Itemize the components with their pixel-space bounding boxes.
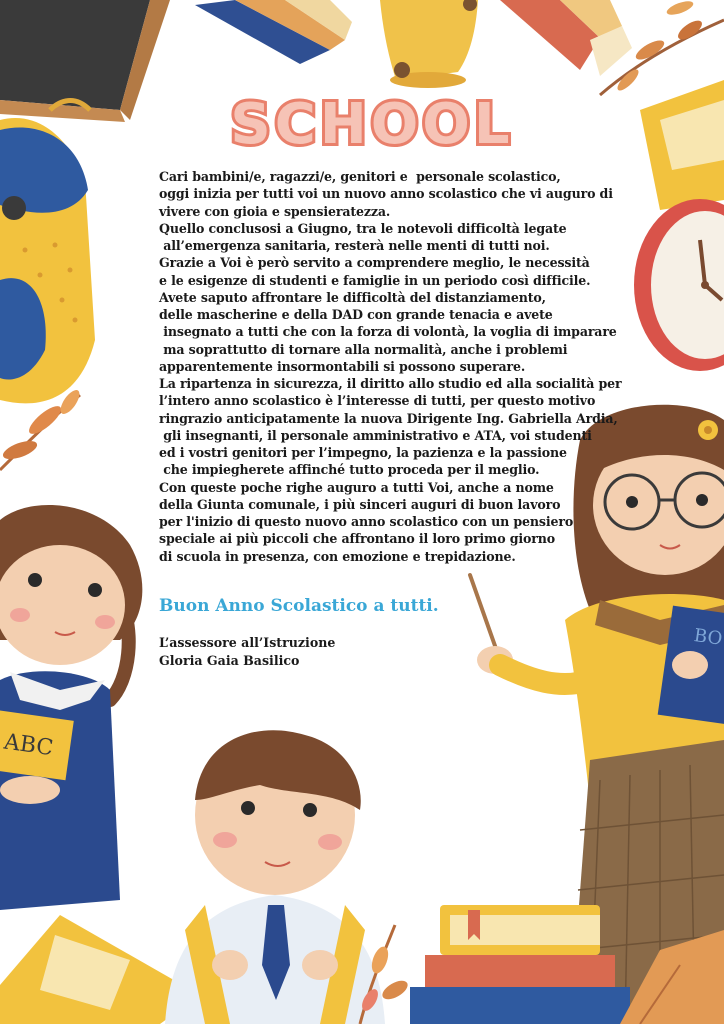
letter-line: Con queste poche righe auguro a tutti Voi, anche a nome [159, 479, 554, 495]
letter-line: della Giunta comunale, i più sinceri auguri di buon lavoro [159, 496, 561, 512]
letter-line: per l'inizio di questo nuovo anno scolastico con un pensiero [159, 514, 574, 529]
page-title [222, 86, 522, 156]
red-book-illustration [500, 0, 632, 76]
boy-student-illustration [165, 730, 385, 1024]
girl-student-illustration [0, 505, 142, 910]
letter-line: insegnato a tutti che con la forza di volontà, la voglia di imparare [159, 324, 617, 340]
abc-book-label: ABC [2, 729, 55, 762]
letter-line: l’intero anno scolastico è l’interesse di tutti, per questo motivo [159, 393, 596, 409]
bell-icon [380, 0, 478, 88]
letter-line: e le esigenze di studenti e famiglie in un periodo così difficile. [159, 272, 591, 288]
book-stack-illustration [410, 905, 630, 1024]
letter-line: oggi inizia per tutti voi un nuovo anno scolastico che vi auguro di [159, 186, 613, 202]
letter-line: Grazie a Voi è però servito a comprendere meglio, le necessità [159, 255, 590, 271]
letter-line: vivere con gioia e spensieratezza. [159, 203, 391, 219]
letter-line: ed i vostri genitori per l’impegno, la pazienza e la passione [159, 445, 567, 460]
blue-book-illustration [195, 0, 352, 64]
letter-body [159, 168, 622, 565]
letter-line: di scuola in presenza, con emozione e trepidazione. [159, 548, 516, 564]
signature-role: L’assessore all’Istruzione [159, 635, 336, 650]
yellow-book-illustration [640, 80, 724, 210]
letter-line: gli insegnanti, il personale amministrativo e ATA, voi studenti [159, 427, 592, 443]
letter-line: La ripartenza in sicurezza, il diritto allo studio ed alla socialità per [159, 376, 622, 391]
letter-line: ma soprattutto di tornare alla normalità, anche i problemi [159, 341, 568, 357]
signature-name: Gloria Gaia Basilico [159, 653, 300, 668]
page-title-text: SCHOOL [230, 92, 514, 156]
backpack-illustration [0, 101, 95, 404]
letter-line: apparentemente insormontabili si possono superare. [159, 358, 526, 374]
letter-line: Cari bambini/e, ragazzi/e, genitori e personale scolastico, [159, 169, 561, 184]
letter-line: all’emergenza sanitaria, resterà nelle menti di tutti noi. [159, 238, 550, 253]
teacher-book-label: BO [692, 624, 724, 650]
clock-icon [634, 199, 724, 371]
signature-block [159, 634, 335, 670]
letter-line: ringrazio anticipatamente la nuova Dirigente Ing. Gabriella Ardia, [159, 410, 618, 426]
letter-line: Avete saputo affrontare le difficoltà del distanziamento, [159, 289, 546, 305]
letter-line: speciale ai più piccoli che affrontano il loro primo giorno [159, 531, 555, 547]
letter-line: Quello conclusosi a Giugno, tra le notevoli difficoltà legate [159, 220, 567, 236]
letter-line: che impiegherete affinché tutto proceda per il meglio. [159, 462, 540, 478]
letter-line: delle mascherine e della DAD con grande tenacia e avete [159, 307, 553, 322]
closing-wish: Buon Anno Scolastico a tutti. [159, 596, 439, 616]
